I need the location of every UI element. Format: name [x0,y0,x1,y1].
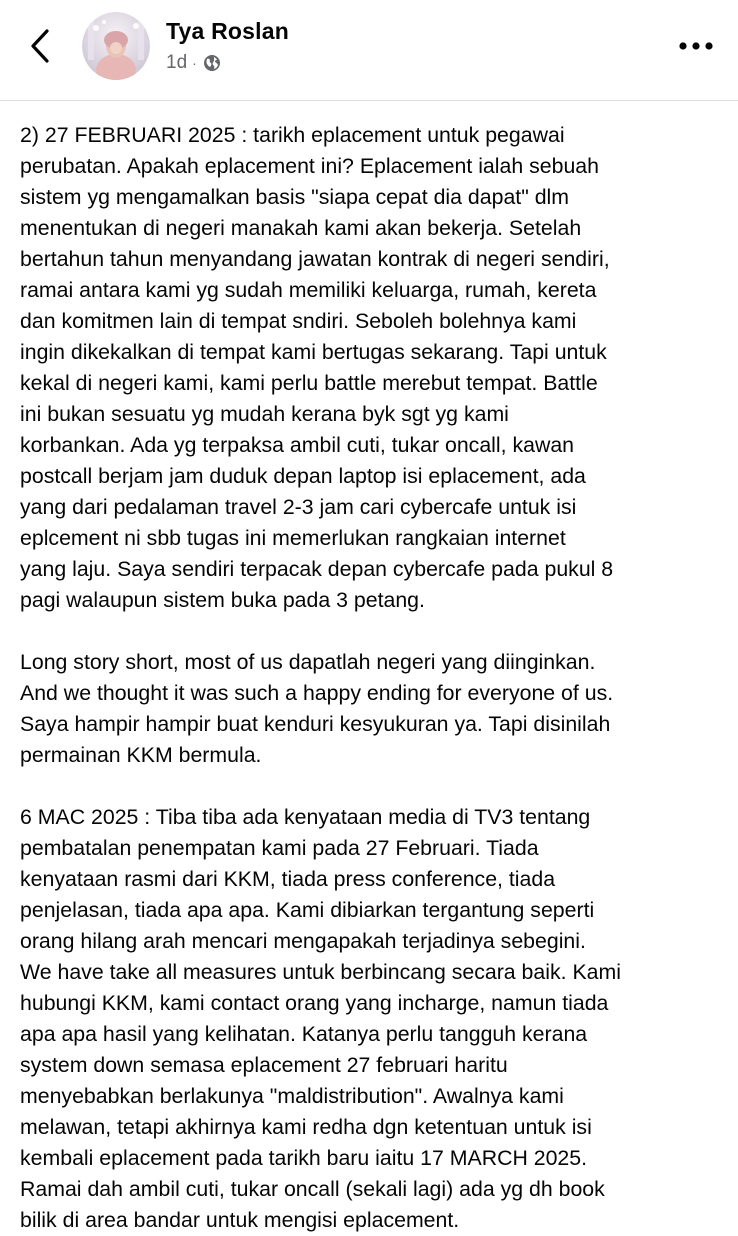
post-meta [166,52,221,74]
text-line: perubatan. Apakah eplacement ini? Eplacement ialah sebuah [20,154,599,178]
text-line: bertahun tahun menyandang jawatan kontrak di negeri sendiri, [20,247,610,271]
text-line: menyebabkan berlakunya "maldistribution". Awalnya kami [20,1084,564,1108]
text-line: melawan, tetapi akhirnya kami redha dgn ketentuan untuk isi [20,1115,592,1139]
post-time[interactable]: 1d [166,52,188,73]
globe-icon [203,54,221,72]
text-line: penjelasan, tiada apa apa. Kami dibiarkan tergantung seperti [20,898,595,922]
text-line: ramai antara kami yg sudah memiliki keluarga, rumah, kereta [20,278,597,302]
avatar[interactable] [82,12,150,80]
text-line: kekal di negeri kami, kami perlu battle merebut tempat. Battle [20,371,598,395]
text-line: We have take all measures untuk berbincang secara baik. Kami [20,960,621,984]
text-line: ini bukan sesuatu yg mudah kerana byk sgt yg kami [20,402,509,426]
text-line: system down semasa eplacement 27 februari haritu [20,1053,508,1077]
author-name[interactable]: Tya Roslan [166,18,289,44]
text-line: yang laju. Saya sendiri terpacak depan cybercafe pada pukul 8 [20,557,614,581]
meta-separator: · [192,55,197,71]
text-line: korbankan. Ada yg terpaksa ambil cuti, tukar oncall, kawan [20,433,575,457]
text-line: kembali eplacement pada tarikh baru iaitu 17 MARCH 2025. [20,1146,588,1170]
chevron-left-icon [29,28,51,64]
text-line: Ramai dah ambil cuti, tukar oncall (sekali lagi) ada yg dh book [20,1177,605,1201]
post-body [20,120,734,1236]
text-line: apa apa hasil yang kelihatan. Katanya perlu tangguh kerana [20,1022,588,1046]
text-line: Long story short, most of us dapatlah negeri yang diinginkan. [20,650,596,674]
text-line: kenyataan rasmi dari KKM, tiada press conference, tiada [20,867,556,891]
text-line: yang dari pedalaman travel 2-3 jam cari cybercafe untuk isi [20,495,577,519]
paragraph-gap [20,616,734,647]
post-header [0,0,738,101]
more-horizontal-icon [679,42,713,50]
text-line: dan komitmen lain di tempat sndiri. Seboleh bolehnya kami [20,309,577,333]
more-options-button[interactable] [676,34,716,58]
text-line: sistem yg mengamalkan basis "siapa cepat dia dapat" dlm [20,185,570,209]
text-line: postcall berjam jam duduk depan laptop isi eplacement, ada [20,464,586,488]
text-line: And we thought it was such a happy ending for everyone of us. [20,681,614,705]
text-line: orang hilang arah mencari mengapakah terjadinya sebegini. [20,929,586,953]
paragraph-gap [20,771,734,802]
text-line: Saya hampir hampir buat kenduri kesyukuran ya. Tapi disinilah [20,712,611,736]
text-line: ingin dikekalkan di tempat kami bertugas sekarang. Tapi untuk [20,340,607,364]
text-line: menentukan di negeri manakah kami akan bekerja. Setelah [20,216,582,240]
text-line: pagi walaupun sistem buka pada 3 petang. [20,588,425,612]
text-line: permainan KKM bermula. [20,743,262,767]
text-line: 6 MAC 2025 : Tiba tiba ada kenyataan media di TV3 tentang [20,805,591,829]
text-line: hubungi KKM, kami contact orang yang incharge, namun tiada [20,991,609,1015]
text-line: 2) 27 FEBRUARI 2025 : tarikh eplacement untuk pegawai [20,123,565,147]
text-line: eplcement ni sbb tugas ini memerlukan rangkaian internet [20,526,566,550]
text-line: pembatalan penempatan kami pada 27 Februari. Tiada [20,836,539,860]
back-button[interactable] [22,26,58,66]
text-line: bilik di area bandar untuk mengisi eplacement. [20,1208,460,1232]
